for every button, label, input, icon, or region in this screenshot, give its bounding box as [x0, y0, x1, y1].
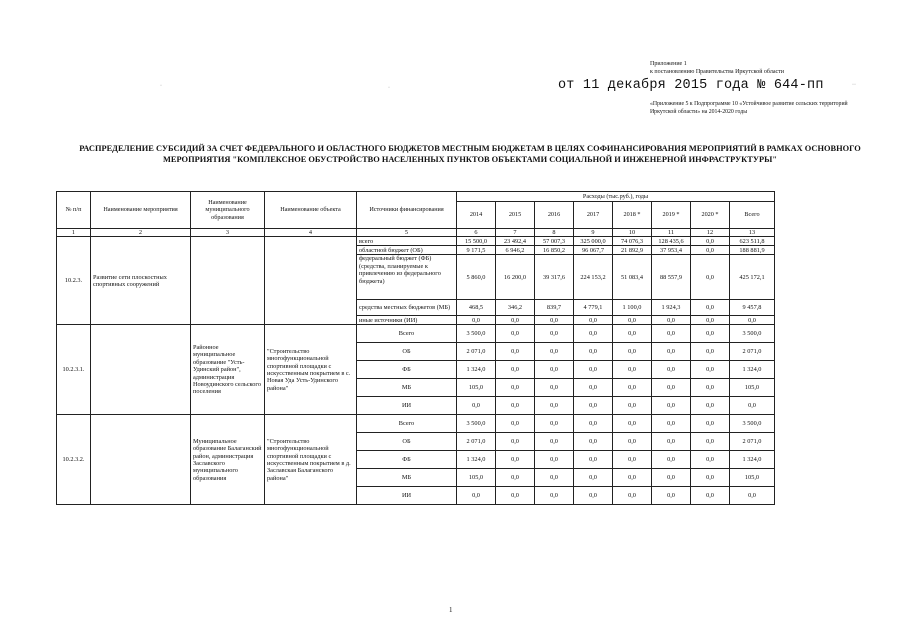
value-cell: 4 779,1 — [574, 300, 613, 316]
column-number: 6 — [457, 229, 496, 237]
value-cell: 188 881,9 — [730, 246, 775, 255]
source-cell: МБ — [357, 469, 457, 487]
column-number: 5 — [357, 229, 457, 237]
value-cell: 0,0 — [574, 487, 613, 505]
value-cell: 0,0 — [496, 487, 535, 505]
value-cell: 0,0 — [613, 379, 652, 397]
subsidy-table — [56, 191, 775, 505]
value-cell: 0,0 — [496, 469, 535, 487]
source-cell: иные источники (ИИ) — [357, 316, 457, 325]
source-cell: федеральный бюджет (ФБ) (средства, планируемые к привлечению из федерального бюджета) — [357, 255, 457, 300]
header-year-1: 2015 — [496, 202, 535, 229]
value-cell: 0,0 — [613, 316, 652, 325]
value-cell: 0,0 — [535, 415, 574, 433]
value-cell: 0,0 — [691, 237, 730, 246]
value-cell: 3 500,0 — [457, 325, 496, 343]
value-cell: 1 324,0 — [730, 451, 775, 469]
source-cell: ОБ — [357, 343, 457, 361]
source-cell: МБ — [357, 379, 457, 397]
value-cell: 3 500,0 — [457, 415, 496, 433]
value-cell: 0,0 — [613, 361, 652, 379]
value-cell: 105,0 — [730, 469, 775, 487]
value-cell: 88 557,9 — [652, 255, 691, 300]
object-name: "Строительство многофункциональной спортивной площадки с искусственным покрытием в с. Новая Уда Усть-Удинского района" — [265, 325, 357, 415]
appendix-header — [650, 60, 784, 76]
row-number: 10.2.3. — [57, 237, 91, 325]
value-cell: 0,0 — [535, 316, 574, 325]
value-cell: 0,0 — [691, 300, 730, 316]
value-cell: 224 153,2 — [574, 255, 613, 300]
value-cell: 0,0 — [691, 255, 730, 300]
value-cell: 0,0 — [535, 397, 574, 415]
event-name — [91, 415, 191, 505]
value-cell: 0,0 — [496, 316, 535, 325]
value-cell: 0,0 — [535, 361, 574, 379]
value-cell: 0,0 — [613, 415, 652, 433]
source-cell: ИИ — [357, 397, 457, 415]
value-cell: 0,0 — [535, 343, 574, 361]
value-cell: 0,0 — [574, 316, 613, 325]
appendix-line2: к постановлению Правительства Иркутской области — [650, 69, 784, 75]
value-cell: 1 100,0 — [613, 300, 652, 316]
value-cell: 3 500,0 — [730, 415, 775, 433]
value-cell: 0,0 — [457, 487, 496, 505]
page-number: 1 — [449, 606, 453, 614]
header-year-6: 2020 * — [691, 202, 730, 229]
value-cell: 16 200,0 — [496, 255, 535, 300]
value-cell: 325 000,0 — [574, 237, 613, 246]
header-year-7: Всего — [730, 202, 775, 229]
value-cell: 0,0 — [730, 487, 775, 505]
column-number: 9 — [574, 229, 613, 237]
value-cell: 0,0 — [457, 397, 496, 415]
column-number: 1 — [57, 229, 91, 237]
source-cell: средства местных бюджетов (МБ) — [357, 300, 457, 316]
scan-speck: · — [388, 85, 390, 91]
object-name: "Строительство многофункциональной спортивной площадки с искусственным покрытием в д. Заславская Балаганского района" — [265, 415, 357, 505]
column-number: 2 — [91, 229, 191, 237]
source-cell: ИИ — [357, 487, 457, 505]
value-cell: 51 083,4 — [613, 255, 652, 300]
value-cell: 0,0 — [574, 325, 613, 343]
value-cell: 0,0 — [535, 451, 574, 469]
document-title: РАСПРЕДЕЛЕНИЕ СУБСИДИЙ ЗА СЧЕТ ФЕДЕРАЛЬНОГО И ОБЛАСТНОГО БЮДЖЕТОВ МЕСТНЫМ БЮДЖЕТАМ В ЦЕЛЯХ СОФИНАНСИРОВАНИЯ МЕРОПРИЯТИЙ В РАМКАХ ОСНОВНОГО МЕРОПРИЯТИЯ "КОМПЛЕКСНОЕ ОБУСТРОЙСТВО НАСЕЛЕННЫХ ПУНКТОВ ОБЪЕКТАМИ СОЦИАЛЬНОЙ И ИНЖЕНЕРНОЙ ИНФРАСТРУКТУРЫ" — [79, 144, 861, 164]
value-cell: 0,0 — [574, 397, 613, 415]
object-name — [265, 237, 357, 325]
value-cell: 96 067,7 — [574, 246, 613, 255]
value-cell: 839,7 — [535, 300, 574, 316]
value-cell: 425 172,1 — [730, 255, 775, 300]
event-name: Развитие сети плоскостных спортивных сооружений — [91, 237, 191, 325]
value-cell: 2 071,0 — [730, 433, 775, 451]
value-cell: 0,0 — [496, 325, 535, 343]
value-cell: 0,0 — [730, 397, 775, 415]
value-cell: 0,0 — [691, 343, 730, 361]
value-cell: 0,0 — [613, 397, 652, 415]
value-cell: 2 071,0 — [457, 343, 496, 361]
value-cell: 0,0 — [574, 469, 613, 487]
value-cell: 346,2 — [496, 300, 535, 316]
value-cell: 0,0 — [613, 469, 652, 487]
header-year-4: 2018 * — [613, 202, 652, 229]
value-cell: 0,0 — [691, 379, 730, 397]
value-cell: 16 850,2 — [535, 246, 574, 255]
column-number: 8 — [535, 229, 574, 237]
value-cell: 0,0 — [691, 397, 730, 415]
value-cell: 2 071,0 — [457, 433, 496, 451]
value-cell: 0,0 — [652, 361, 691, 379]
header-object: Наименование объекта — [265, 192, 357, 229]
value-cell: 0,0 — [574, 415, 613, 433]
source-cell: ФБ — [357, 361, 457, 379]
table-row — [57, 415, 775, 433]
value-cell: 0,0 — [652, 343, 691, 361]
column-number: 4 — [265, 229, 357, 237]
column-number: 7 — [496, 229, 535, 237]
value-cell: 39 317,6 — [535, 255, 574, 300]
value-cell: 0,0 — [457, 316, 496, 325]
value-cell: 6 946,2 — [496, 246, 535, 255]
value-cell: 9 457,8 — [730, 300, 775, 316]
value-cell: 23 492,4 — [496, 237, 535, 246]
value-cell: 3 500,0 — [730, 325, 775, 343]
source-cell: всего — [357, 237, 457, 246]
value-cell: 0,0 — [652, 487, 691, 505]
source-cell: Всего — [357, 325, 457, 343]
value-cell: 0,0 — [652, 415, 691, 433]
value-cell: 468,5 — [457, 300, 496, 316]
value-cell: 0,0 — [691, 451, 730, 469]
source-cell: ОБ — [357, 433, 457, 451]
value-cell: 0,0 — [691, 361, 730, 379]
value-cell: 128 435,6 — [652, 237, 691, 246]
value-cell: 0,0 — [496, 415, 535, 433]
value-cell: 0,0 — [535, 433, 574, 451]
header-year-3: 2017 — [574, 202, 613, 229]
value-cell: 21 892,9 — [613, 246, 652, 255]
source-cell: областной бюджет (ОБ) — [357, 246, 457, 255]
value-cell: 0,0 — [574, 433, 613, 451]
header-source: Источники финансирования — [357, 192, 457, 229]
value-cell: 0,0 — [613, 433, 652, 451]
column-number: 12 — [691, 229, 730, 237]
row-number: 10.2.3.1. — [57, 325, 91, 415]
value-cell: 74 076,3 — [613, 237, 652, 246]
value-cell: 105,0 — [457, 469, 496, 487]
table-row — [57, 237, 775, 246]
header-event: Наименование мероприятия — [91, 192, 191, 229]
value-cell: 9 171,5 — [457, 246, 496, 255]
value-cell: 105,0 — [457, 379, 496, 397]
value-cell: 2 071,0 — [730, 343, 775, 361]
value-cell: 0,0 — [535, 379, 574, 397]
header-year-5: 2019 * — [652, 202, 691, 229]
value-cell: 0,0 — [730, 316, 775, 325]
value-cell: 0,0 — [652, 433, 691, 451]
source-cell: Всего — [357, 415, 457, 433]
value-cell: 0,0 — [496, 433, 535, 451]
scan-speck: · — [160, 83, 162, 89]
value-cell: 57 007,3 — [535, 237, 574, 246]
header-municipality: Наименование муниципального образования — [191, 192, 265, 229]
municipality-name: Муниципальное образование Балаганский район, администрация Заславского муниципального образования — [191, 415, 265, 505]
value-cell: 1 324,0 — [457, 361, 496, 379]
value-cell: 0,0 — [691, 246, 730, 255]
value-cell: 105,0 — [730, 379, 775, 397]
event-name — [91, 325, 191, 415]
value-cell: 0,0 — [652, 469, 691, 487]
value-cell: 0,0 — [574, 379, 613, 397]
value-cell: 0,0 — [652, 397, 691, 415]
header-year-0: 2014 — [457, 202, 496, 229]
value-cell: 0,0 — [691, 433, 730, 451]
column-number: 11 — [652, 229, 691, 237]
scan-speck: ·· — [852, 82, 856, 88]
value-cell: 0,0 — [652, 316, 691, 325]
appendix-line1: Приложение 1 — [650, 61, 687, 67]
header-expenses: Расходы (тыс.руб.), годы — [457, 192, 775, 202]
value-cell: 37 953,4 — [652, 246, 691, 255]
column-number: 13 — [730, 229, 775, 237]
source-cell: ФБ — [357, 451, 457, 469]
value-cell: 0,0 — [496, 361, 535, 379]
value-cell: 0,0 — [535, 487, 574, 505]
value-cell: 0,0 — [574, 343, 613, 361]
value-cell: 0,0 — [691, 487, 730, 505]
value-cell: 0,0 — [496, 379, 535, 397]
municipality-name — [191, 237, 265, 325]
value-cell: 0,0 — [574, 361, 613, 379]
value-cell: 5 860,0 — [457, 255, 496, 300]
value-cell: 0,0 — [535, 325, 574, 343]
value-cell: 0,0 — [613, 487, 652, 505]
value-cell: 1 324,0 — [457, 451, 496, 469]
value-cell: 0,0 — [691, 415, 730, 433]
value-cell: 0,0 — [613, 343, 652, 361]
row-number: 10.2.3.2. — [57, 415, 91, 505]
value-cell: 0,0 — [496, 397, 535, 415]
value-cell: 0,0 — [691, 469, 730, 487]
value-cell: 623 511,8 — [730, 237, 775, 246]
value-cell: 1 924,3 — [652, 300, 691, 316]
value-cell: 0,0 — [691, 316, 730, 325]
value-cell: 0,0 — [496, 451, 535, 469]
column-number: 3 — [191, 229, 265, 237]
value-cell: 0,0 — [652, 379, 691, 397]
header-year-2: 2016 — [535, 202, 574, 229]
value-cell: 0,0 — [613, 451, 652, 469]
value-cell: 0,0 — [652, 451, 691, 469]
header-num: № п/п — [57, 192, 91, 229]
value-cell: 0,0 — [691, 325, 730, 343]
column-number: 10 — [613, 229, 652, 237]
value-cell: 0,0 — [652, 325, 691, 343]
value-cell: 0,0 — [613, 325, 652, 343]
municipality-name: Районное муниципальное образование "Усть-Удинский район", администрация Новоудинского сельского поселения — [191, 325, 265, 415]
value-cell: 1 324,0 — [730, 361, 775, 379]
order-date-number: от 11 декабря 2015 года № 644-пп — [558, 78, 824, 93]
value-cell: 0,0 — [535, 469, 574, 487]
annex-note: «Приложение 5 к Подпрограмме 10 «Устойчивое развитие сельских территорий Иркутской области» на 2014-2020 годы — [650, 101, 848, 115]
value-cell: 0,0 — [496, 343, 535, 361]
table-row — [57, 325, 775, 343]
value-cell: 15 500,0 — [457, 237, 496, 246]
value-cell: 0,0 — [574, 451, 613, 469]
